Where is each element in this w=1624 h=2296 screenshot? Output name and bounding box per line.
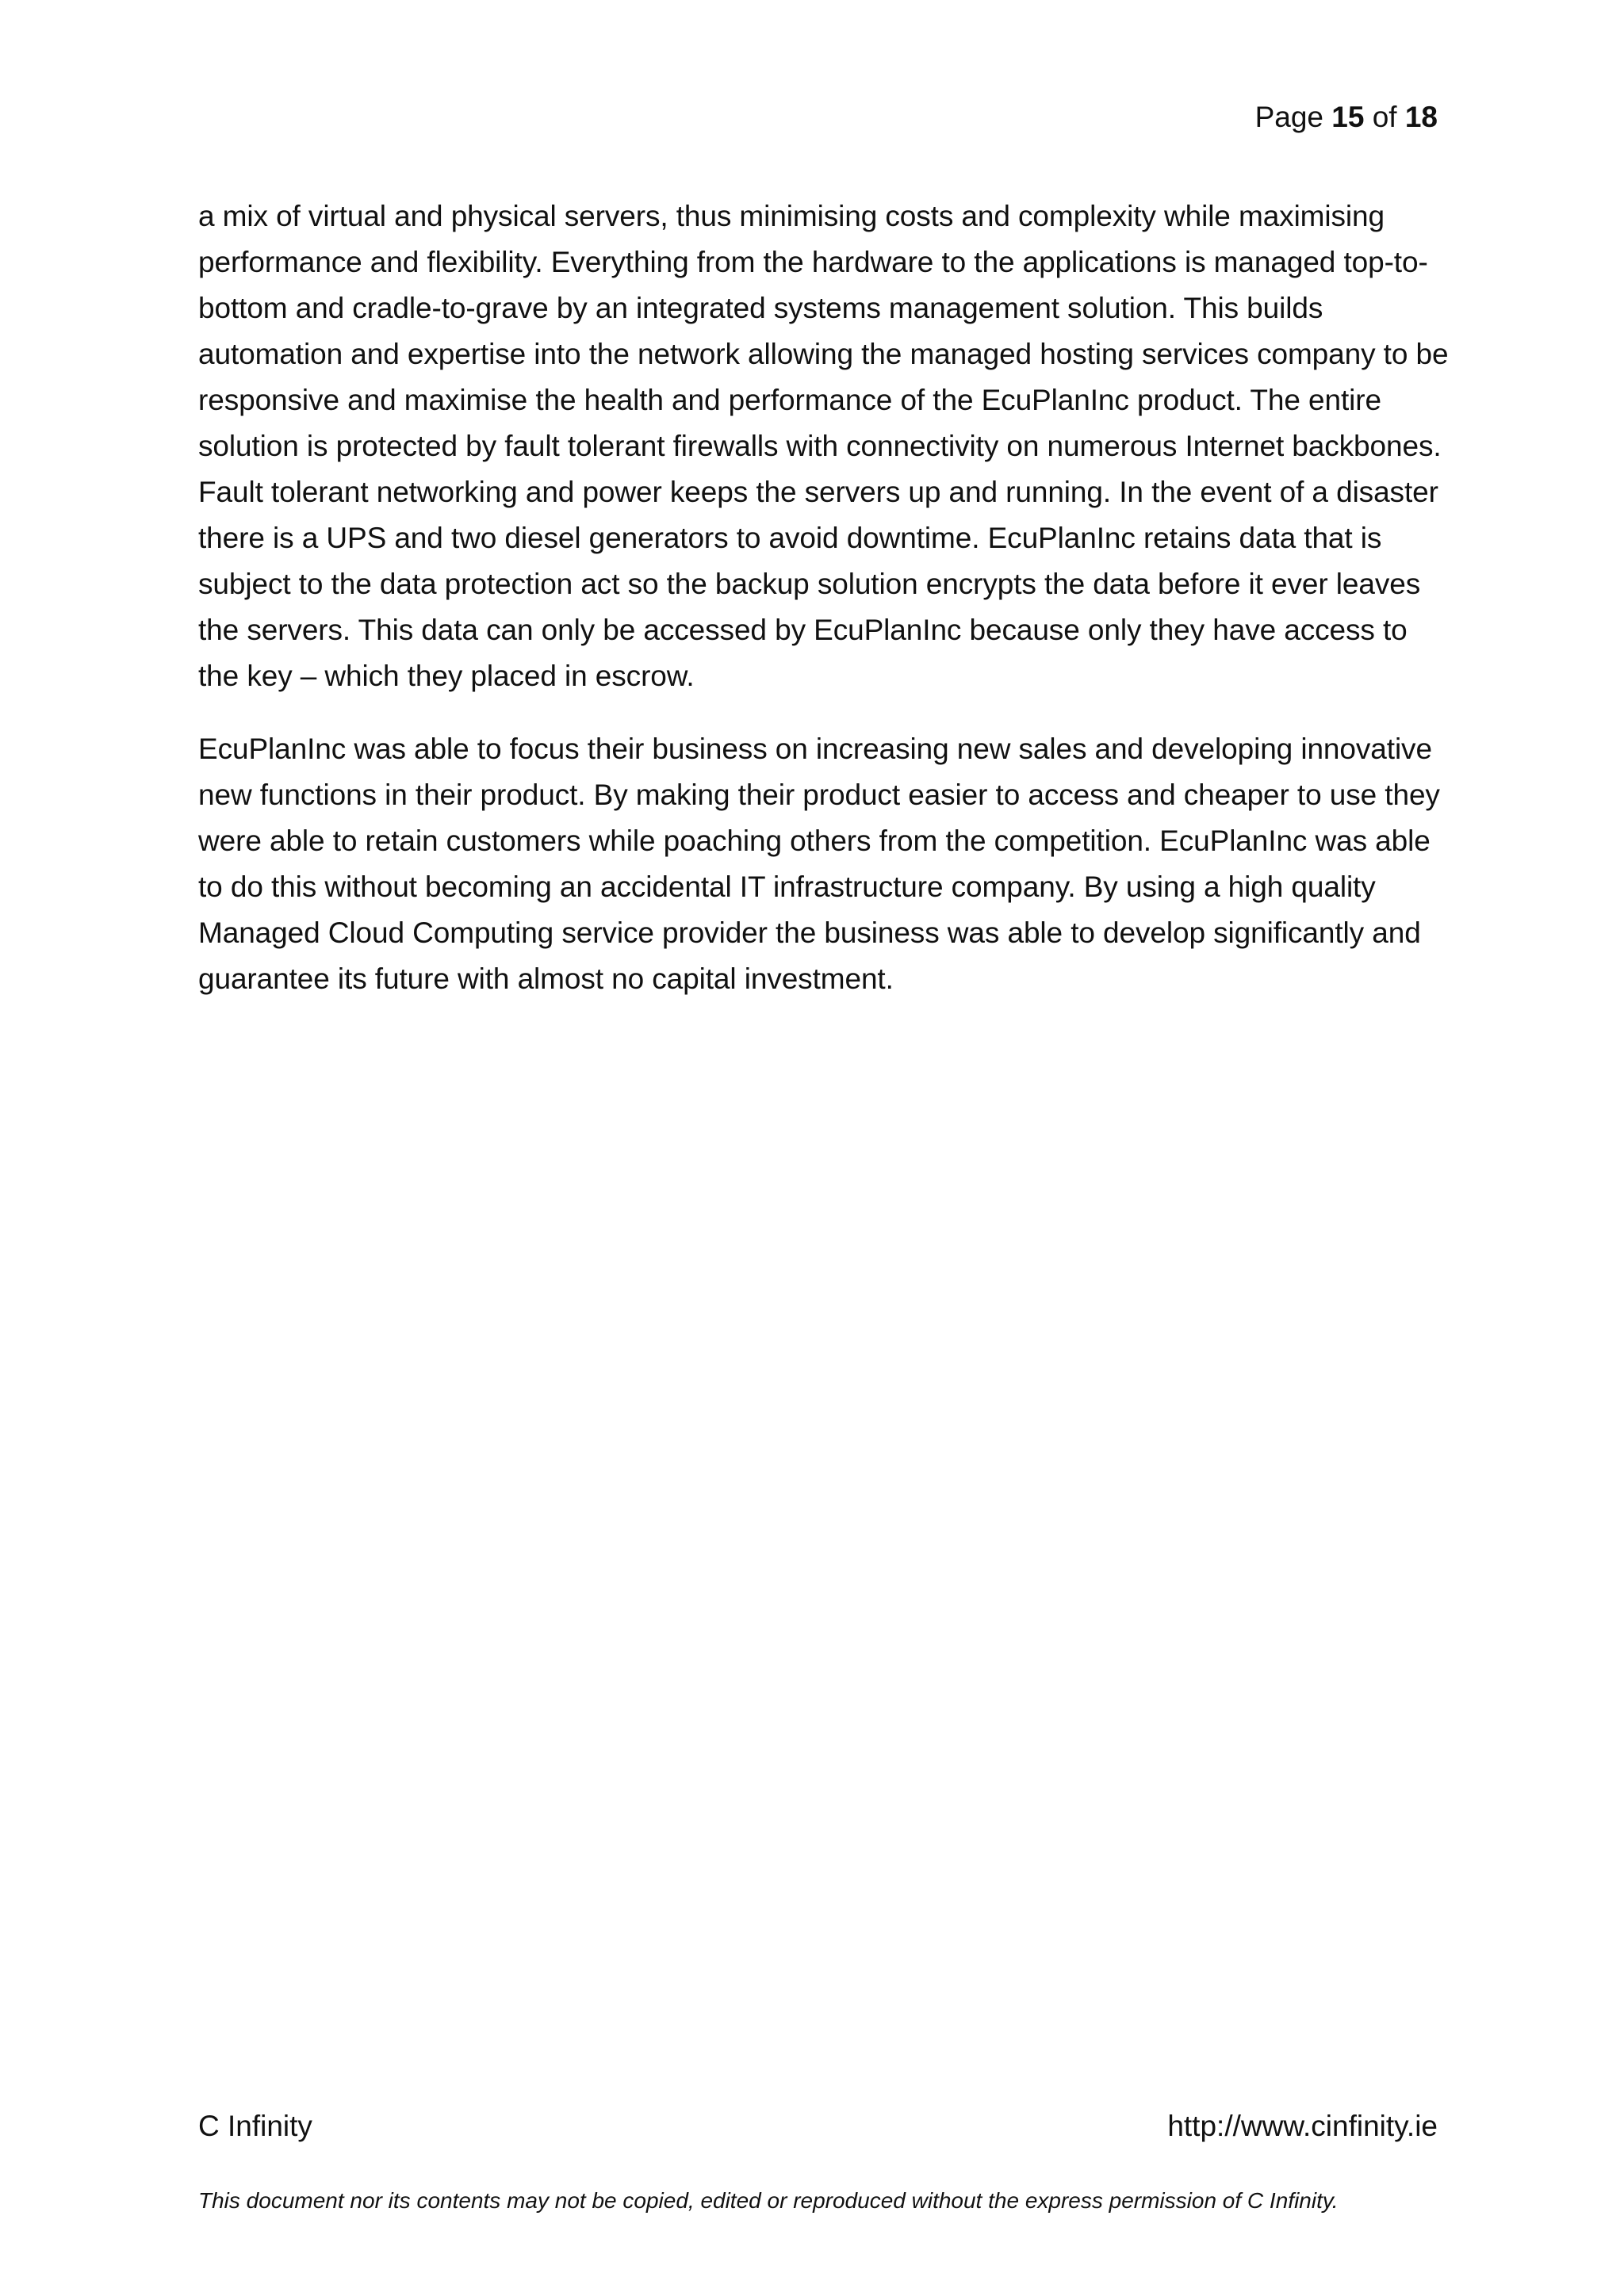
- total-pages: 18: [1404, 101, 1438, 133]
- page-separator: of: [1372, 101, 1397, 133]
- page-prefix: Page: [1254, 101, 1323, 133]
- footer-website: http://www.cinfinity.ie: [1167, 2110, 1438, 2142]
- body-paragraph-1: a mix of virtual and physical servers, thus minimising costs and complexity while maximising performance and flexibility. Everything from the hardware to the applications is managed top-to-bottom and cradle-to-grave by an integrated systems management solution. This builds automation and expertise into the network allowing the managed hosting services company to be responsive and maximise the health and performance of the EcuPlanInc product. The entire solution is protected by fault tolerant firewalls with connectivity on numerous Internet backbones. Fault tolerant networking and power keeps the servers up and running. In the event of a disaster there is a UPS and two diesel generators to avoid downtime. EcuPlanInc retains data that is subject to the data protection act so the backup solution encrypts the data before it ever leaves the servers. This data can only be accessed by EcuPlanInc because only they have access to the key – which they placed in escrow.: [198, 200, 1449, 692]
- document-body: [198, 193, 1451, 1029]
- footer-disclaimer: This document nor its contents may not be copied, edited or reproduced without the express permission of C Infinity.: [198, 2188, 1339, 2213]
- page-number: [1255, 97, 1438, 138]
- footer-company: C Infinity: [198, 2110, 312, 2142]
- current-page: 15: [1331, 101, 1365, 133]
- body-paragraph-2: EcuPlanInc was able to focus their business on increasing new sales and developing innovative new functions in their product. By making their product easier to access and cheaper to use they were able to retain customers while poaching others from the competition. EcuPlanInc was able to do this without becoming an accidental IT infrastructure company. By using a high quality Managed Cloud Computing service provider the business was able to develop significantly and guarantee its future with almost no capital investment.: [198, 733, 1440, 995]
